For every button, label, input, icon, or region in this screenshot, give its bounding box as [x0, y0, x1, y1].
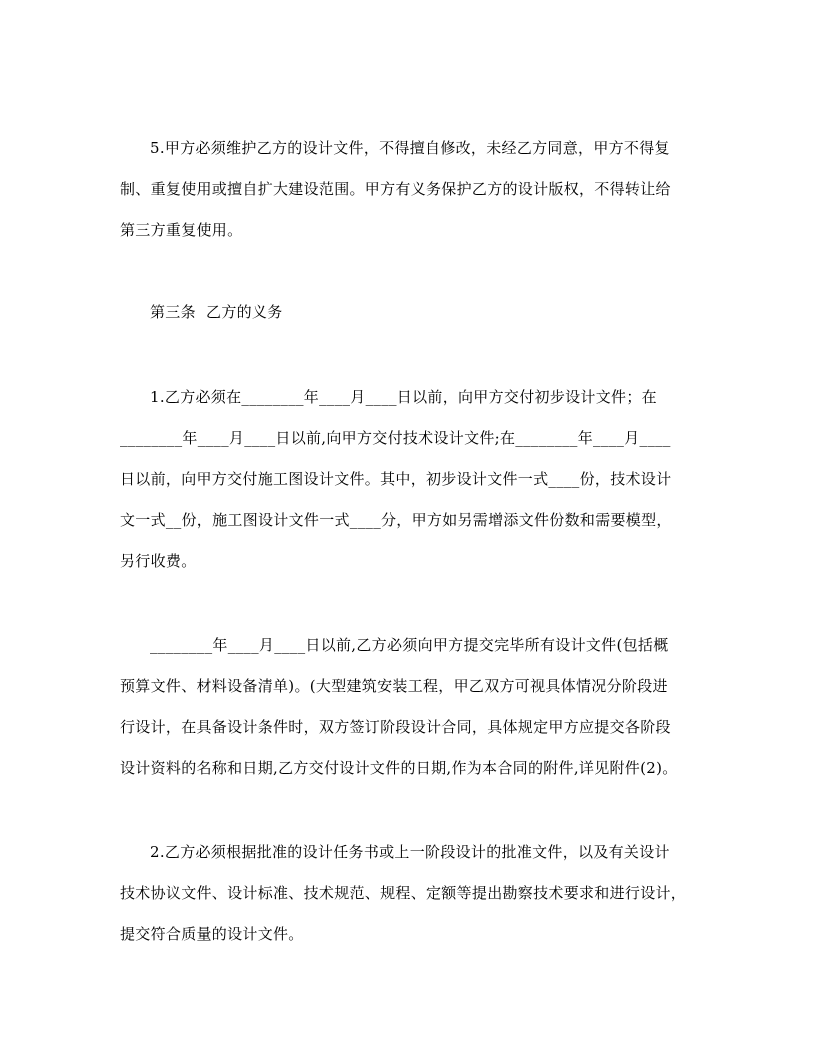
para2-line-1: 2.乙方必须根据批准的设计任务书或上一阶段设计的批准文件，以及有关设计: [150, 843, 670, 861]
para5-line-2: 制、重复使用或擅自扩大建设范围。甲方有义务保护乙方的设计版权，不得转让给: [120, 180, 671, 198]
para1-line-1: 1.乙方必须在________年____月____日以前，向甲方交付初步设计文件；在: [150, 388, 657, 406]
para-date-line-2: 预算文件、材料设备清单)。(大型建筑安装工程，甲乙双方可视具体情况分阶段进: [120, 677, 668, 695]
para2-line-3: 提交符合质量的设计文件。: [120, 925, 304, 943]
para-date-line-3: 行设计，在具备设计条件时，双方签订阶段设计合同，具体规定甲方应提交各阶段: [120, 718, 671, 736]
para1-line-2: ________年____月____日以前,向甲方交付技术设计文件;在________年____月____: [120, 429, 671, 447]
para-date-line-4: 设计资料的名称和日期,乙方交付设计文件的日期,作为本合同的附件,详见附件(2)。: [120, 759, 678, 777]
para1-line-3: 日以前，向甲方交付施工图设计文件。其中，初步设计文件一式____份，技术设计: [120, 470, 672, 488]
para5-line-1: 5.甲方必须维护乙方的设计文件，不得擅自修改，未经乙方同意，甲方不得复: [150, 139, 670, 157]
para1-line-4: 文一式__份，施工图设计文件一式____分，甲方如另需增添文件份数和需要模型，: [120, 511, 672, 529]
section-heading: 第三条 乙方的义务: [150, 303, 283, 321]
para5-line-3: 第三方重复使用。: [120, 221, 243, 239]
para1-line-5: 另行收费。: [120, 552, 197, 570]
para2-line-2: 技术协议文件、设计标准、技术规范、规程、定额等提出勘察技术要求和进行设计，: [120, 884, 687, 902]
para-date-line-1: ________年____月____日以前,乙方必须向甲方提交完毕所有设计文件(包括概: [150, 636, 669, 654]
